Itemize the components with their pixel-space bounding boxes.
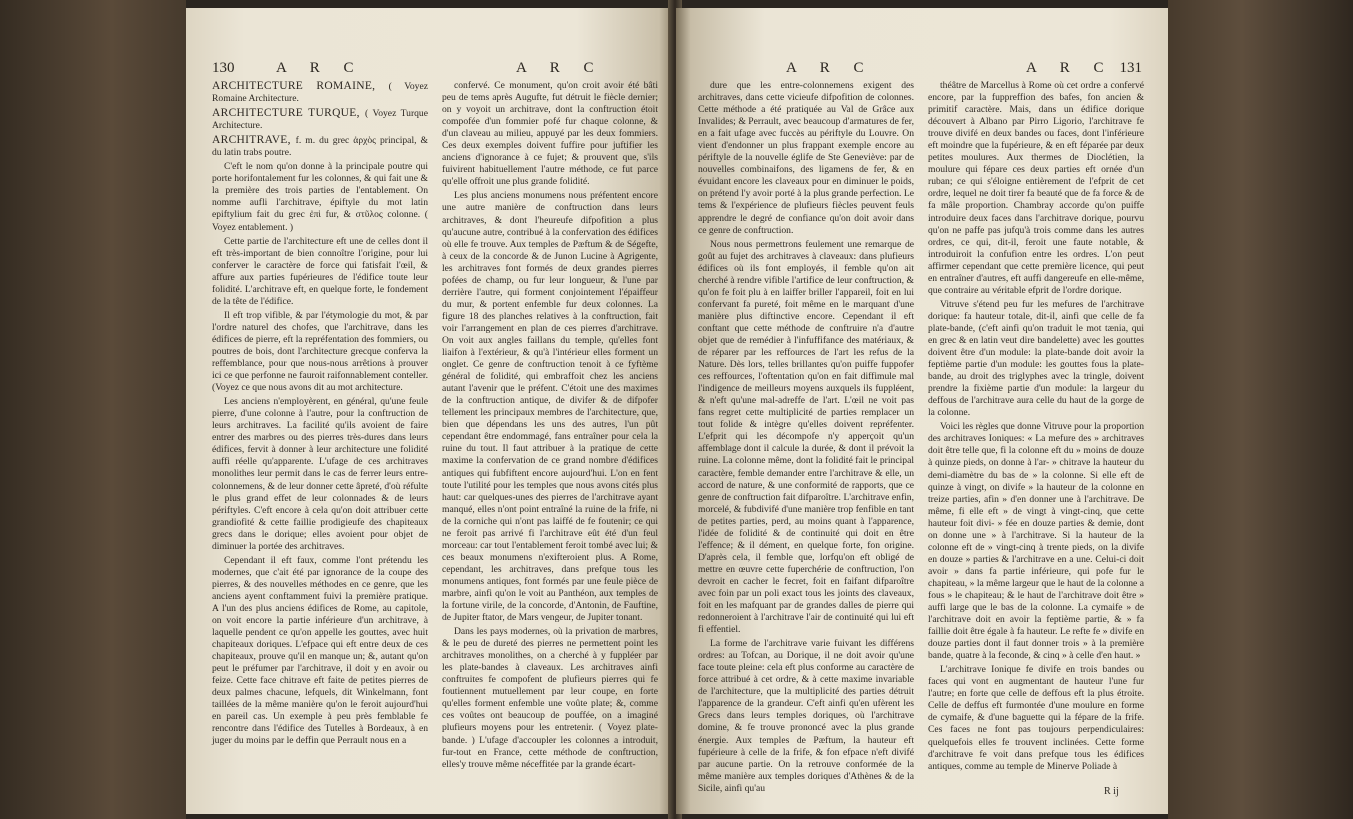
right-columns [698,80,1144,797]
left-column-2 [442,80,658,773]
right-page [676,8,1168,814]
right-running-head-2: A R C [1026,60,1114,76]
right-column-2 [928,80,1144,797]
paragraph [212,555,428,748]
paragraph [698,239,914,637]
signature-mark: R ij [1104,786,1119,797]
paragraph-text: Voici les règles que donne Vitruve pour la proportion des architraves Ioniques: « La mefure des » architraves doit être telle que, fi la colonne eft du » moins de douze à quinze pieds, on donne à l'ar- » chitrave la hauteur du demi-diamètre du bas de » la colonne. Si elle eft de quinze à vingt, on divife » la hauteur de la colonne en treize parties, afin » d'en donner une à l'architrave. De même, fi elle eft » de vingt à vingt-cinq, que cette hauteur foit divi- » fée en douze parties & demie, dont on donne une » à l'architrave. Si la hauteur de la colonne eft de » vingt-cinq à trente pieds, on la divife en douze » parties & l'architrave en a une. Celui-ci doit avoir » dans fa partie inférieure, qui pofe fur le chapiteau, » la même largeur que le haut de la colonne a fous » le chapiteau; & le haut de l'architrave doit être » auffi large que le bas de la colonne. La cymaife » de l'architrave doit en avoir la feptième partie, & » fa faillie doit être égale à fa hauteur. Le refte fe » divife en douze parties dont il faut donner trois » à la première bande, quatre à la feconde, & cinq » à celle d'en haut. » [928,421,1144,662]
paragraph [928,421,1144,662]
paragraph-text: Cette partie de l'architecture eft une de celles dont il eft très-important de bien connoître l'origine, pour lui conferver le caractère de force qui fatisfait l'œil, & affure aux parties fupérieures de l'édifice toute leur folidité. L'architrave eft, en quelque forte, le fondement de la tête de l'édifice. [212,235,428,307]
paragraph-text: ( Voyez Romaine Architecture. [212,81,428,105]
paragraph-text: Vitruve s'étend peu fur les mefures de l'architrave dorique: fa hauteur totale, dit-il, ainfi que celle de fa plate-bande, (c'eft ainfi qu'on traduit le mot tænia, qui en grec & en latin veut dire bandelette) avec les gouttes doivent être d'un module: la plate-bande doit avoir la feptième partie d'un module: les gouttes fous la plate-bande, au droit des triglyphes avec la tringle, doivent prendre la fixième partie d'un module: la largeur du deffous de l'architrave aura celle du haut de la gorge de la colonne. [928,298,1144,419]
left-page [186,8,674,814]
paragraph [212,161,428,233]
left-running-head: A R C [276,60,364,76]
paragraph-text: Dans les pays modernes, où la privation de marbres, & le peu de dureté des pierres ne permettent point les architraves monolithes, on a cherché à y fuppléer par les plate-bandes à claveaux. Les architraves ainfi conftruites fe compofent de plufieurs pierres qui fe foutiennent mutuellement par leur coupe, en forte qu'elles forment enfemble une voûte plate; &, comme ces voûtes ont beaucoup de pouffée, on a imaginé plufieurs moyens pour les entretenir. ( Voyez plate-bande. ) L'ufage d'accoupler les colonnes a introduit, fur-tout en France, cette méthode de conftruction, elles'y trouve même néceffitée par la grande écart- [442,626,658,770]
paragraph [698,638,914,795]
paragraph-text: dure que les entre-colonnemens exigent des architraves, dans cette vicieufe difpofition de colonnes. Cette méthode a été pratiquée au Val de Grâce aux Invalides; & Perrault, avec beaucoup d'armatures de fer, en a fait ufage avec fuccès au périftyle du Louvre. On vient d'endonner un plus frappant exemple encore au périftyle de la nouvelle églife de Ste Geneviève: par de nouvelles combinaifons, des ligamens de fer, & en évuidant encore les claveaux pour en diminuer le poids, on prétend l'y avoir porté à la plus grande perfection. Le tems & l'expérience de plufieurs fiècles peuvent feuls apprendre le degré de confiance qu'on doit avoir dans ce genre de conftruction. [698,80,914,236]
left-running-head-2: A R C [516,60,604,76]
paragraph [212,134,428,159]
paragraph-text: Les anciens n'employèrent, en général, qu'une feule pierre, d'une colonne à l'autre, pour la conftruction de leurs architraves. La facilité qu'ils avoient de faire entrer des marbres ou des pierres très-dures dans leurs édifices, fervit à donner à leur architecture une folidité auffi réelle qu'apparente. L'ufage de ces architraves monolithes leur permit dans le cas de ferrer leurs entre-colonnemens, & de leur donner cette âpreté, d'où réfulte le plus grand effet de leur colonnades & de leurs périftyles. C'eft encore à cela qu'on doit attribuer cette grandiofité & cette faillie prodigieufe des chapiteaux grecs dans le dorique; elles avoient pour objet de diminuer la portée des architraves. [212,396,428,552]
right-cover-edge [1168,0,1353,819]
entry-headword: ARCHITECTURE TURQUE, [212,107,366,120]
paragraph-text: Cependant il eft faux, comme l'ont prétendu les modernes, que c'ait été par ignorance de la coupe des pierres, & des nouvelles méthodes en ce genre, que les anciens ayent conftamment fuivi la première pratique. A l'un des plus anciens édifices de Rome, au capitole, on voit encore la partie inférieure d'un architrave, à laquelle pendent ce qu'on appelle les gouttes, avec huit chapiteaux doriques. L'efpace qui eft entre deux de ces chapiteaux, prouve qu'il en manque un; &, autant qu'on peut le préfumer par l'architrave, il doit y en avoir ou feize. Cette face chitrave eft faite de petites pierres de deux palmes chacune, lefquels, dit Winkelmann, font taillées de la même manière qu'on le feroit aujourd'hui en pareil cas. Un exemple à peu près femblable fe rencontre dans l'édifice des Tutelles à Bordeaux, à en juger du moins par le deffin que Perrault nous en a [212,554,428,747]
paragraph-text: ( Voyez Turque Architecture. [212,108,428,132]
left-column-1 [212,80,428,773]
left-page-number: 130 [212,60,235,76]
paragraph [442,190,658,624]
paragraph [212,80,428,105]
left-columns [212,80,658,773]
paragraph [442,80,658,188]
right-running-head: A R C [786,60,874,76]
entry-headword: ARCHITRAVE, [212,134,296,147]
paragraph-text: Nous nous permettrons feulement une remarque de goût au fujet des architraves à claveaux: dans plufieurs édifices où ils font employés, il femble qu'on ait cherché à rendre vifible l'artifice de leur conftruction, & qu'on fe foit plu à en laiffer briller l'appareil, foit en lui confervant fa pureté, foit même en le marquant d'une manière plus diftinctive encore. Cependant il eft conftant que cette méthode de conftruire n'a d'autre objet que de remédier à l'infuffifance des matériaux, & de réparer par les reffources de l'art les refus de la Nature. Dès lors, telles brillantes qu'on puiffe fuppofer ces reffources, l'oftentation qu'on en fait diffimule mal l'indigence de meilleurs moyens auxquels ils fuppléent, & n'eft qu'une mal-adreffe de l'art. L'œil ne voit pas fans regret cette multiplicité de parties remplacer un tout folide & intègre qu'elles doivent repréfenter. L'efprit qui les décompofe n'y apperçoit qu'un affemblage dont il calcule la durée, & dont il prévoit la ruine. La colonne même, dont la folidité fait le principal caractère, femble demander entre l'architrave & elle, un accord de nature, & une conformité de rapports, que ce genre de conftruction fait difparoître. L'architrave enfin, morcelé, & fubdivifé d'une manière trop fenfible en tant de petites parties, perd, au moins quant à l'apparence, l'idée de folidité & de continuité qui doit en être l'effence; & il dément, en quelque forte, fon origine. D'après cela, il femble que, lorfqu'on eft obligé de mettre en œuvre cette fuperchérie de conftruction, l'on devroit en cacher le fecret, foit en faifant difparoître avec foin par un poli exact tous les joints des claveaux, foit en les mafquant par de grandes dalles de pierre qui redonneroient à l'architrave l'air de continuité qui lui eft fi effentiel. [698,238,914,636]
paragraph [928,664,1144,772]
paragraph [928,299,1144,419]
paragraph-text: L'architrave Ionique fe divife en trois bandes ou faces qui vont en augmentant de hauteur l'une fur l'autre; en forte que celle de deffous eft la plus étroite. Celle de deffus eft furmontée d'une moulure en forme de cymaife, & d'une baguette qui la fépare de la frife. Ces faces ne font pas toujours perpendiculaires: quelquefois elles fe trouvent inclinées. Cette forme d'architrave fe voit dans prefque tous les édifices antiques, comme au temple de Minerve Poliade à [928,664,1144,772]
paragraph-text: f. m. du grec ἀρχὸς principal, & du latin trabs poutre. [212,135,429,159]
paragraph [212,236,428,308]
paragraph [928,80,1144,297]
left-cover-edge [0,0,186,819]
paragraph-text: théâtre de Marcellus à Rome où cet ordre a confervé encore, par la fuppreffion des bafes, fon ancien & primitif caractère. Mais, dans un édifice dorique découvert à Albano par Pirro Ligorio, l'architrave fe trouve divifé en deux bandes ou faces, dont l'inférieure eft moindre que la fupérieure, & en eft féparée par deux petites moulures. Aux thermes de Dioclétien, la moulure qui fépare ces deux parties eft ornée d'un ruban; ce qui s'éloigne entièrement de l'efprit de cet ordre, lequel ne doit tirer fa beauté que de fa force & de fa mâle proportion. Chambray accorde qu'on puiffe introduire deux faces dans l'architrave dorique, pourvu qu'on ne paffe pas jufqu'à trois comme dans les autres ordres, ce qui, dit-il, feroit une faute notable, & introduiroit la confufion entre les ordres. L'on peut affirmer cependant que cette première licence, qui peut en entraîner d'autres, eft auffi dangereufe en elle-même, que contraire au véritable efprit de l'ordre dorique. [928,80,1144,296]
paragraph-text: Les plus anciens monumens nous préfentent encore une autre manière de conftruction dans leurs architraves, & dont l'heureufe difpofition a plus qu'aucune autre, contribué à la confervation des édifices où elle fe trouve. Aux temples de Pæftum & de Ségefte, à ceux de la concorde & de Junon Lucine à Agrigente, les architraves font formés de deux grandes pierres pofées de champ, ou fur leur longueur, & l'une par derrière l'autre, qui forment conjointement l'épaiffeur du mur, & portent enfemble fur deux colonnes. La figure 18 des planches relatives à la conftruction, fait voir l'arrangement en plan de ces pierres d'architrave. On voit aux angles faillans du temple, qu'elles font liaifon à l'extérieur, & qu'à l'intérieur elles forment un onglet. Ce genre de conftruction tenoit à ce fyftème général de folidité, qui embraffoit chez les anciens autant l'avenir que le préfent. C'étoit une des maximes de la conftruction antique, de divifer & de difpofer tellement les principaux membres de l'architecture, que, bien que dépendans les uns des autres, l'un pût cependant être endommagé, fans entraîner pour cela la ruine du tout. Il faut attribuer à la pratique de cette maxime la confervation de ce grand nombre d'édifices antiques qui fubfiftent encore aujourd'hui. L'on en fent toute l'utilité pour les temples que nous avons cités plus haut: car quelques-unes des pierres de l'architrave ayant manqué, elles n'ont point entraîné la ruine de la frife, ni de la corniche qui n'ont pas laiffé de fe foutenir; ce qui ne feroit pas arrivé fi l'architrave eût été d'un feul morceau: car tout l'entablement feroit tombé avec lui; & ces beaux monumens n'exifteroient plus. A Rome, cependant, les architraves, dans prefque tous les monumens antiques, font formés par une feule pièce de marbre, ainfi qu'on le voit au Panthéon, aux temples de la fortune virile, de la concorde, d'Antonin, de Fauftine, de Jupiter ftator, de Mars vengeur, de Jupiter tonant. [442,190,658,624]
paragraph-text: La forme de l'architrave varie fuivant les différens ordres: au Tofcan, au Dorique, il ne doit avoir qu'une face toute pleine: cela eft plus conforme au caractère de force attribué à cet ordre, & à cette maxime invariable de l'architecture, que la multiplicité des parties détruit l'apparence de la grandeur. C'eft ainfi qu'en ufèrent les Grecs dans leurs temples doriques, où l'architrave domine, & fe trouve prononcé avec la plus grande énergie. Aux temples de Pæftum, la hauteur eft fupérieure à celle de la frife, & fon efpace n'eft divifé par aucune partie. On la retrouve conformée de la même manière aux temples doriques d'Athènes & de la Sicile, ainfi qu'au [698,638,914,794]
paragraph-text: Il eft trop vifible, & par l'étymologie du mot, & par l'ordre naturel des chofes, que l'architrave, dans les édifices de pierre, eft la repréfentation des fommiers, ou poutres de bois, dont l'architecture grecque conferva la reffemblance, pour que nous-nous arrêtions à prouver ici ce que perfonne ne fauroit raifonnablement conteller. (Voyez ce que nous avons dit au mot architecture. [212,309,428,394]
paragraph [212,396,428,553]
right-column-1 [698,80,914,797]
paragraph [698,80,914,237]
paragraph [212,107,428,132]
entry-headword: ARCHITECTURE ROMAINE, [212,80,389,92]
paragraph [442,626,658,771]
paragraph-text: C'eft le nom qu'on donne à la principale poutre qui porte horifontalement fur les colonnes, & qui fait une & la première des trois parties de l'entablement. On nomme aufli l'architrave, épiftyle du mot latin epiftylium fait du grec ἐπὶ fur, & στῦλος colonne. ( Voyez entablement. ) [212,161,428,233]
paragraph-text: confervé. Ce monument, qu'on croit avoir été bâti peu de tems après Augufte, fut détruit le fiècle dernier; on y voyoit un architrave, dont la conftruction étoit compofée d'un fommier pofé fur chaque colonne, & d'un claveau au milieu, appuyé par les deux fommiers. Ces deux exemples doivent fuffire pour juftifier les anciens d'ignorance à ce fujet; & prouvent que, s'ils fuivirent habituellement l'autre méthode, ce fut parce qu'elle offroit une plus grande folidité. [442,80,658,188]
right-page-number: 131 [1119,60,1142,76]
paragraph [212,310,428,394]
